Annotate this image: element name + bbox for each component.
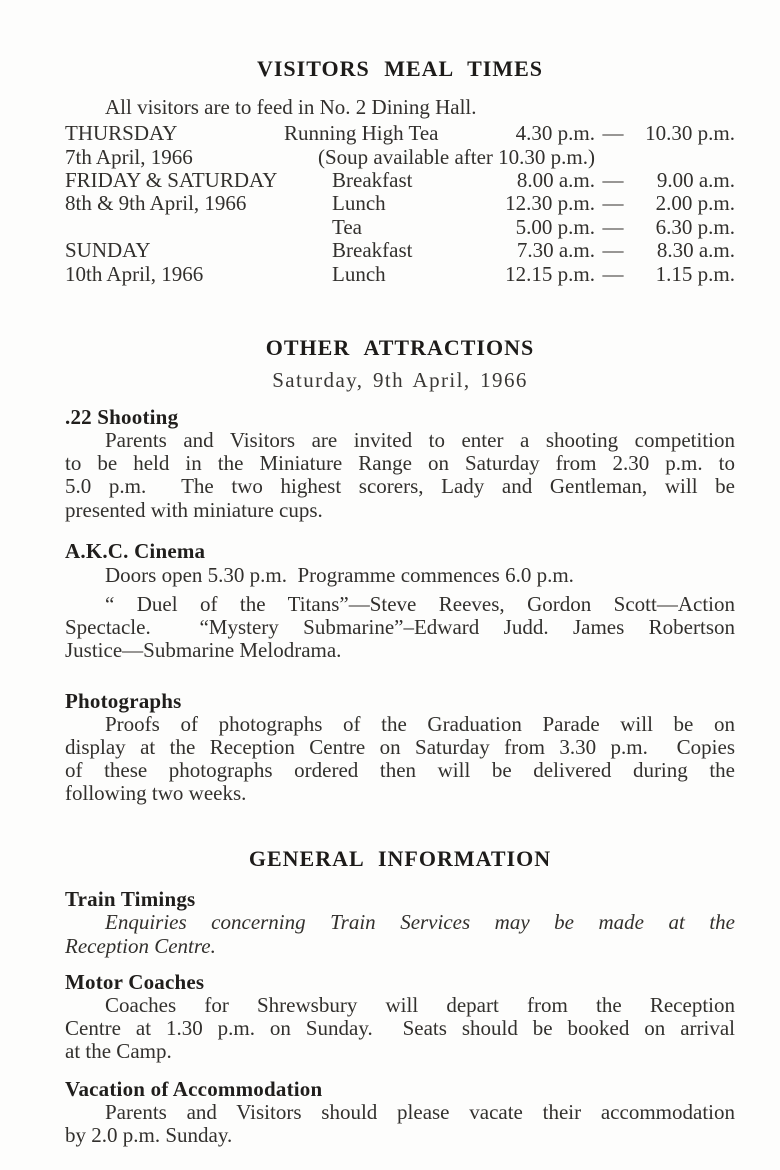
paragraph-line: Parents and Visitors should please vacate their accommodation [105,1099,735,1124]
shooting-paragraph [65,429,735,522]
meal-times [480,192,735,215]
meal-day: 10th April, 1966 [65,261,204,286]
dash: — [602,238,624,263]
meal-times-intro: All visitors are to feed in No. 2 Dining Hall. [105,95,477,119]
meal-end-time: 10.30 p.m. [645,121,735,146]
motor-coaches-paragraph [65,994,735,1064]
paragraph-line: Coaches for Shrewsbury will depart from the Reception [105,992,735,1017]
meal-name: Running High Tea [284,121,439,146]
dash: — [602,121,624,146]
meal-name: Breakfast [332,168,413,193]
other-attractions-title: OTHER ATTRACTIONS [265,335,535,361]
motor-coaches-heading: Motor Coaches [65,969,205,994]
meal-day: 7th April, 1966 [65,144,193,169]
paragraph-line: “ Duel of the Titans”—Steve Reeves, Gordon Scott—Action [105,592,735,617]
train-timings-heading: Train Timings [65,887,196,912]
meal-times [480,122,735,145]
dash: — [602,214,624,239]
photographs-heading: Photographs [65,688,182,713]
meal-start-time: 7.30 a.m. [516,238,595,263]
meal-start-time: 12.15 p.m. [505,261,595,286]
dash: — [602,261,624,286]
other-attractions-date: Saturday, 9th April, 1966 [272,368,528,393]
meal-end-time: 6.30 p.m. [655,214,735,239]
paragraph-line: at the Camp. [65,1039,172,1064]
meal-times [480,263,735,286]
paragraph-line: Reception Centre. [65,933,216,958]
meal-day: THURSDAY [65,121,178,146]
paragraph-line: Parents and Visitors are invited to enter a shooting competition [105,428,735,453]
meal-times [480,216,735,239]
meal-day: 8th & 9th April, 1966 [65,191,247,216]
paragraph-line: by 2.0 p.m. Sunday. [65,1122,233,1147]
meal-name: Breakfast [332,238,413,263]
dash: — [602,168,624,193]
meal-day: SUNDAY [65,238,151,263]
meal-name: Lunch [332,191,386,216]
meal-start-time: 4.30 p.m. [515,121,595,146]
paragraph-line: presented with miniature cups. [65,497,323,522]
meal-day: FRIDAY & SATURDAY [65,168,278,193]
meal-times-title: VISITORS MEAL TIMES [256,56,544,81]
photographs-paragraph [65,713,735,806]
meal-start-time: 5.00 p.m. [515,214,595,239]
meal-end-time: 2.00 p.m. [655,191,735,216]
meal-end-time: 9.00 a.m. [656,168,735,193]
meal-start-time: 8.00 a.m. [516,168,595,193]
meal-start-time: 12.30 p.m. [505,191,595,216]
paragraph-line: 5.0 p.m. The two highest scorers, Lady and Gentleman, will be [65,474,735,499]
meal-day [65,216,332,239]
paragraph-line: display at the Reception Centre on Saturday from 3.30 p.m. Copies [65,734,735,759]
cinema-doors-line: Doors open 5.30 p.m. Programme commences 6.0 p.m. [105,562,574,587]
paragraph-line: following two weeks. [65,781,247,806]
meal-end-time: 8.30 a.m. [656,238,735,263]
meal-times [480,169,735,192]
paragraph-line: of these photographs ordered then will be delivered during the [65,758,735,783]
vacation-paragraph [65,1101,735,1147]
paragraph-line: Spectacle. “Mystery Submarine”–Edward Judd. James Robertson [65,615,735,640]
meal-times-table [65,122,735,286]
soup-note: (Soup available after 10.30 p.m.) [318,144,595,169]
meal-name: Tea [332,214,363,239]
cinema-heading: A.K.C. Cinema [65,538,206,563]
paragraph-line: Justice—Submarine Melodrama. [65,638,342,663]
shooting-heading: .22 Shooting [65,405,179,430]
dash: — [602,191,624,216]
general-information-title: GENERAL INFORMATION [248,846,552,872]
meal-name: Lunch [332,261,386,286]
paragraph-line: to be held in the Miniature Range on Saturday from 2.30 p.m. to [65,451,735,476]
cinema-paragraph [65,593,735,663]
vacation-heading: Vacation of Accommodation [65,1076,323,1101]
paragraph-line: Proofs of photographs of the Graduation Parade will be on [105,711,735,736]
paragraph-line: Enquiries concerning Train Services may be made at the [105,910,735,935]
meal-times [480,239,735,262]
meal-end-time: 1.15 p.m. [655,261,735,286]
train-timings-paragraph [65,911,735,957]
paragraph-line: Centre at 1.30 p.m. on Sunday. Seats should be booked on arrival [65,1016,735,1041]
